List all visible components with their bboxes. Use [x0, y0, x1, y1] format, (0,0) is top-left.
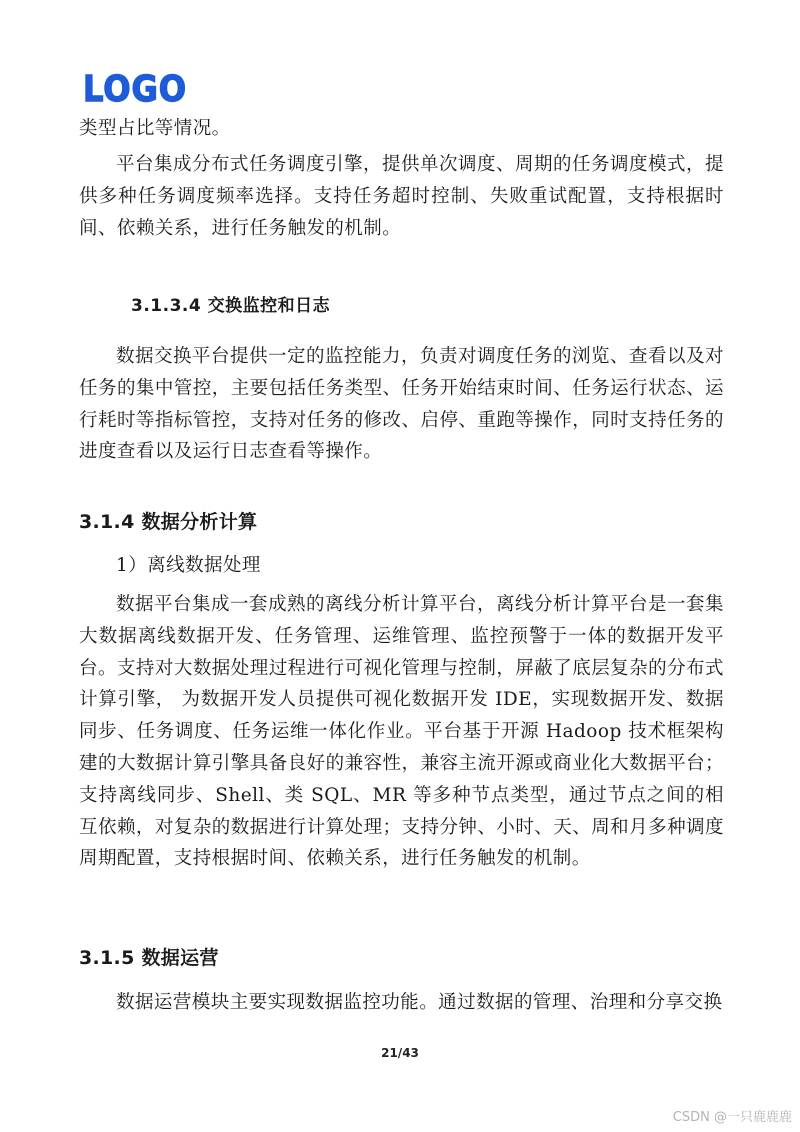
paragraph-data-operations: 数据运营模块主要实现数据监控功能。通过数据的管理、治理和分享交换 — [116, 992, 723, 1013]
section-heading-3-1-5: 3.1.5 数据运营 — [79, 947, 219, 969]
paragraph-intro-fragment: 类型占比等情况。 — [79, 118, 231, 139]
list-item-offline-processing: 1）离线数据处理 — [116, 555, 261, 576]
logo — [83, 70, 189, 106]
section-heading-3-1-4: 3.1.4 数据分析计算 — [79, 511, 258, 533]
logo-text: LOGO — [83, 70, 187, 106]
paragraph-scheduling-engine: 平台集成分布式任务调度引擎，提供单次调度、周期的任务调度模式，提供多种任务调度频率选择。支持任务超时控制、失败重试配置，支持根据时间、依赖关系，进行任务触发的机制。 — [79, 154, 724, 239]
watermark: CSDN @一只鹿鹿鹿 — [672, 1110, 792, 1125]
paragraph-exchange-monitoring: 数据交换平台提供一定的监控能力，负责对调度任务的浏览、查看以及对任务的集中管控，主要包括任务类型、任务开始结束时间、任务运行状态、运行耗时等指标管控，支持对任务的修改、启停、重跑等操作，同时支持任务的进度查看以及运行日志查看等操作。 — [79, 346, 724, 463]
page-number: 21/43 — [381, 1046, 419, 1060]
paragraph-offline-platform: 数据平台集成一套成熟的离线分析计算平台，离线分析计算平台是一套集大数据离线数据开发、任务管理、运维管理、监控预警于一体的数据开发平台。支持对大数据处理过程进行可视化管理与控制，屏蔽了底层复杂的分布式计算引擎， 为数据开发人员提供可视化数据开发 IDE，实现数据开发、数据同步、任务调度、任务运维一体化作业。平台基于开源 Hadoop 技术框架构建的大数据计算引擎具备良好的兼容性，兼容主流开源或商业化大数据平台；支持离线同步、Shell、类 SQL、MR 等多种节点类型，通过节点之间的相互依赖，对复杂的数据进行计算处理；支持分钟、小时、天、周和月多种调度周期配置，支持根据时间、依赖关系，进行任务触发的机制。 — [79, 594, 724, 870]
section-heading-3-1-3-4: 3.1.3.4 交换监控和日志 — [131, 296, 331, 316]
